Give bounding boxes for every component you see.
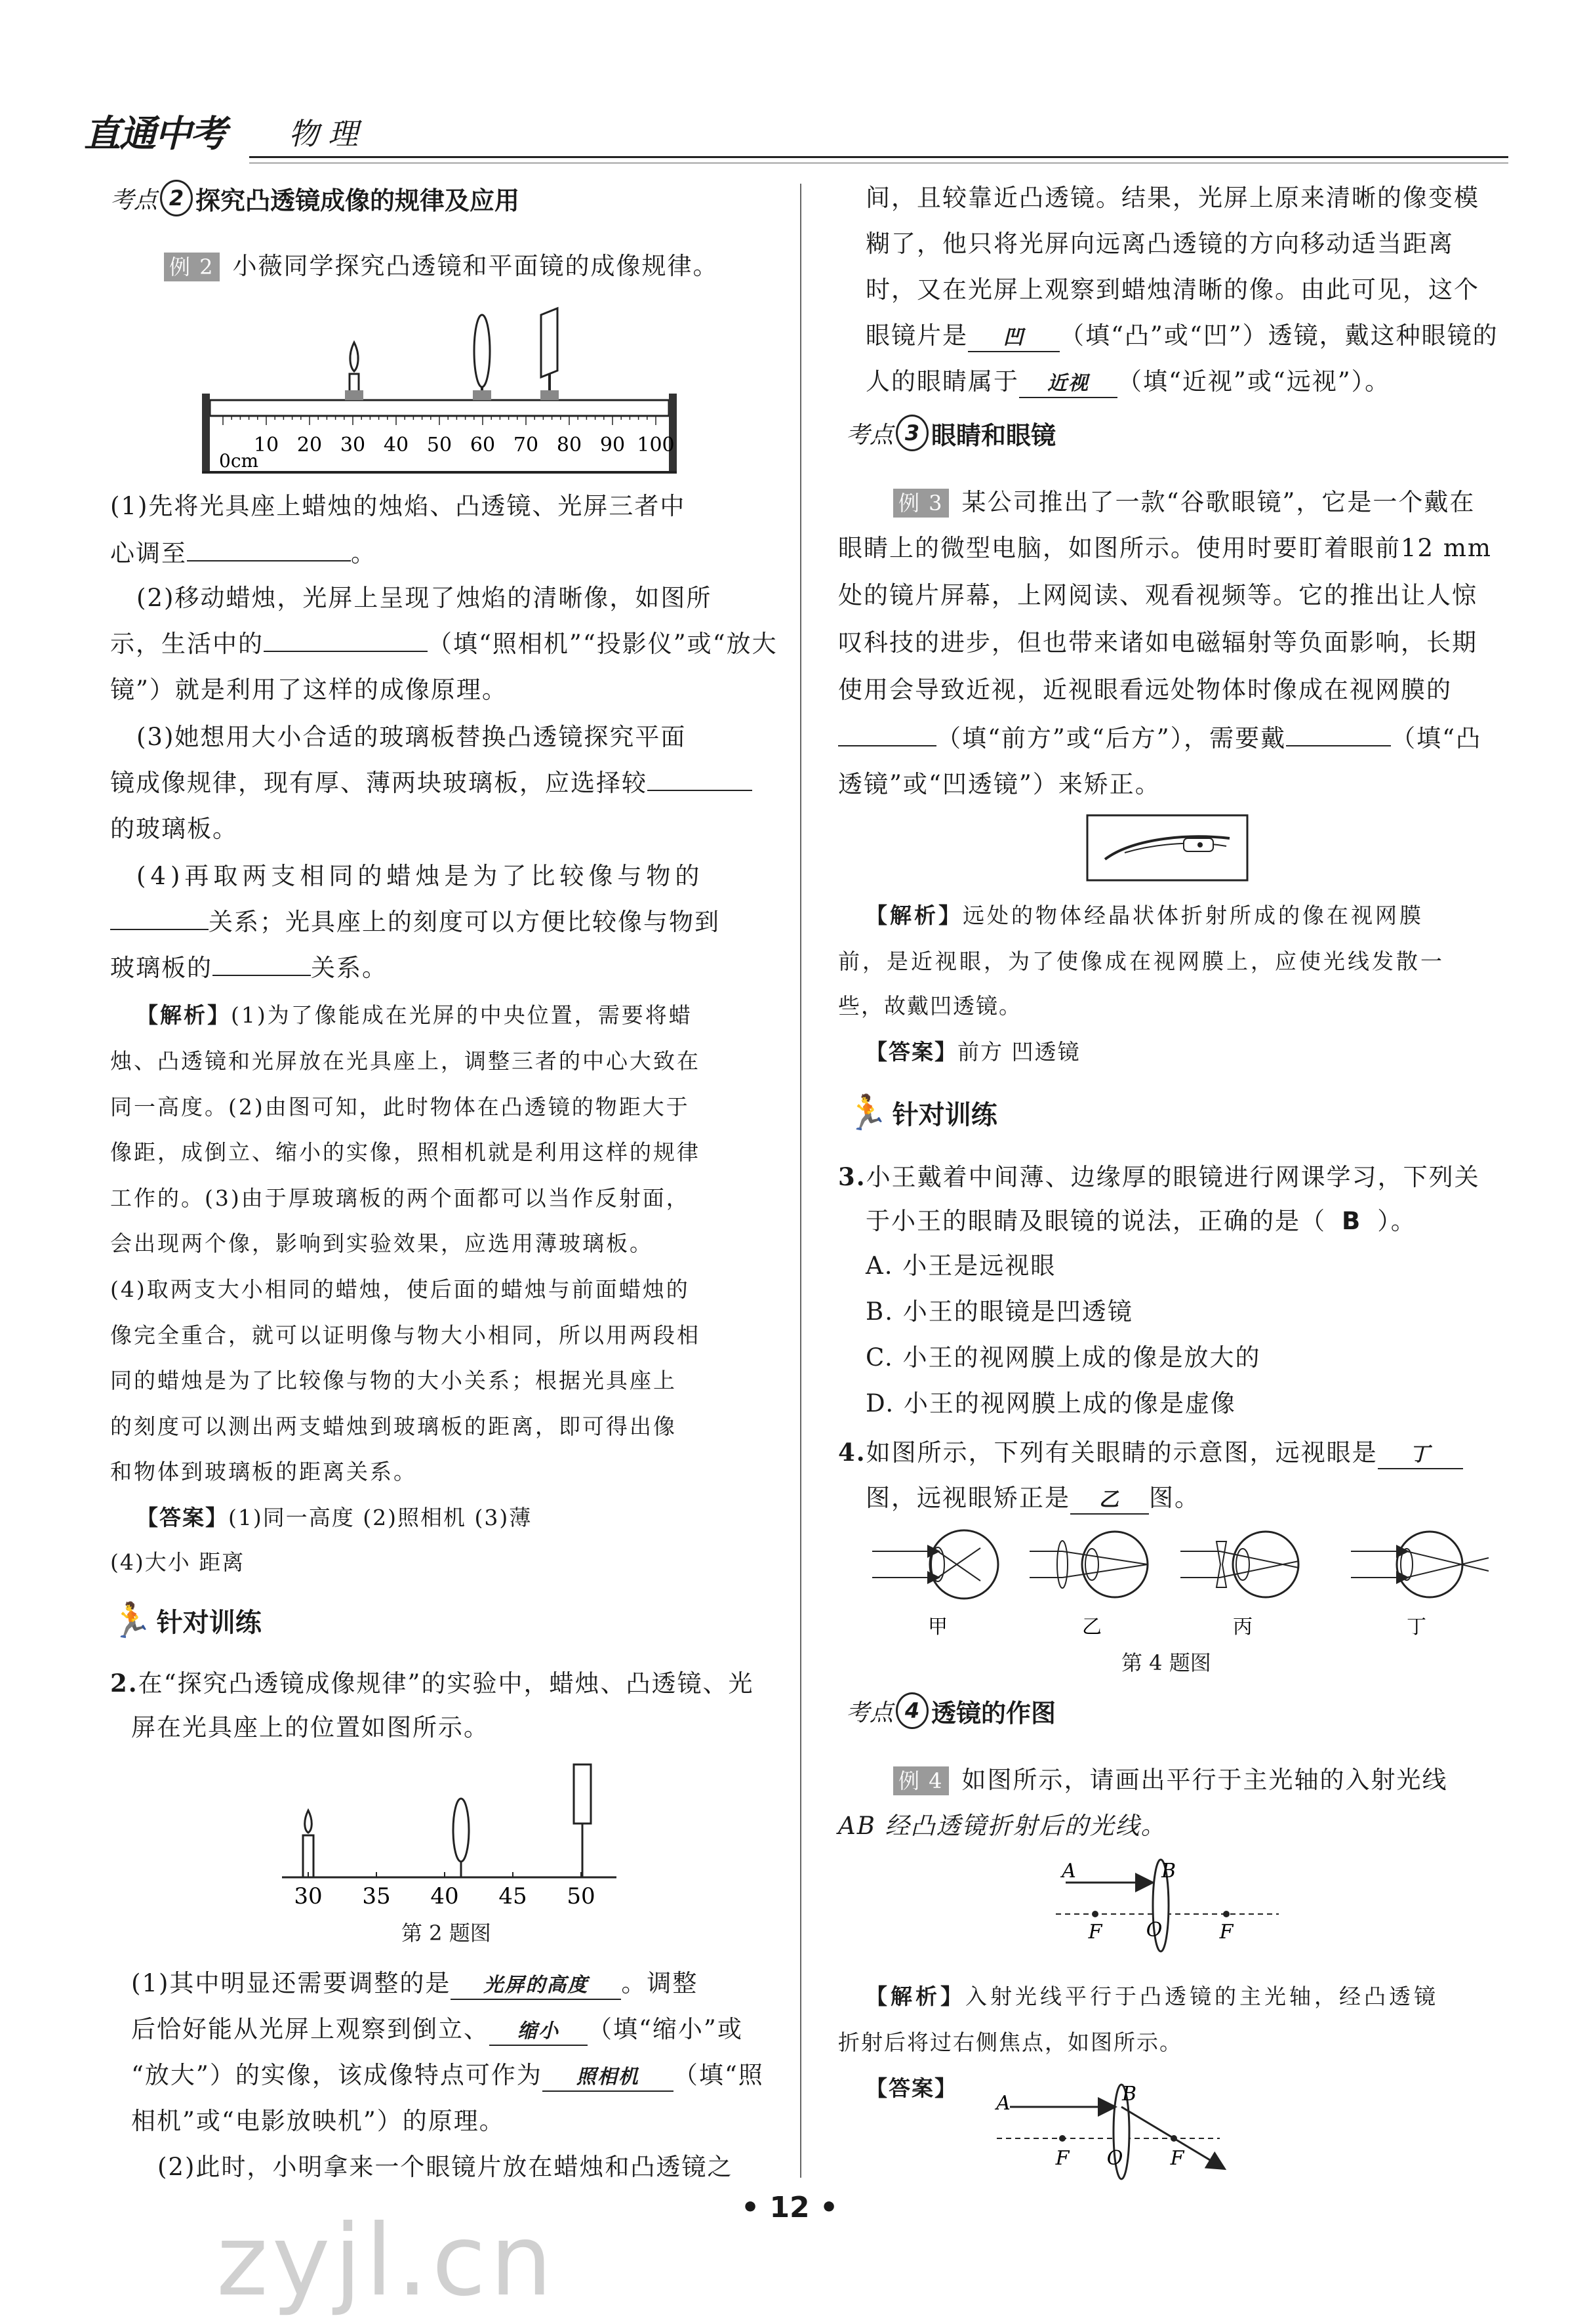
ex3-line7 xyxy=(838,769,1161,800)
ex4-line2 xyxy=(838,1810,1167,1842)
text: C. 小王的视网膜上成的像是放大的 xyxy=(866,1343,1261,1372)
eye-labels xyxy=(928,1616,1426,1639)
ex4-lens-figure xyxy=(1049,1856,1285,1955)
q4-line2 xyxy=(110,907,720,938)
p3-line1 xyxy=(838,1161,1480,1193)
cont-line5 xyxy=(866,366,1390,398)
text: (1)同一高度 (2)照相机 (3)薄 xyxy=(228,1505,532,1530)
text: 像完全重合，就可以证明像与物大小相同，所以用两段相 xyxy=(110,1322,700,1348)
bench-tick-label: 60 xyxy=(470,434,496,457)
answer4-lens-figure xyxy=(984,2079,1233,2184)
eye-diagrams xyxy=(866,1528,1495,1646)
answer-blank[interactable]: 丁 xyxy=(1378,1442,1463,1469)
answer-2-line2 xyxy=(110,1547,245,1578)
bench-rail xyxy=(210,400,669,416)
text-line xyxy=(866,1388,1236,1419)
problem-number: 2. xyxy=(110,1669,138,1698)
text: 时，又在光屏上观察到蜡烛清晰的像。由此可见，这个 xyxy=(866,275,1479,304)
analysis-3-line3 xyxy=(838,990,1022,1022)
text: 如图所示，下列有关眼睛的示意图，远视眼是 xyxy=(866,1438,1378,1467)
text: (2)移动蜡烛，光屏上呈现了烛焰的清晰像，如图所 xyxy=(136,584,712,612)
answer-3 xyxy=(866,1036,1081,1068)
problem-number: 3. xyxy=(838,1162,866,1191)
text-line xyxy=(110,1456,417,1488)
text: 关系。 xyxy=(311,954,388,982)
analysis-2 xyxy=(136,1000,693,1031)
text: 镜成像规律，现有厚、薄两块玻璃板，应选择较 xyxy=(110,769,647,797)
p4-caption: 第 4 题图 xyxy=(1121,1650,1211,1675)
text: 处的镜片屏幕，上网阅读、观看视频等。它的推出让人惊 xyxy=(838,581,1477,609)
runner-icon: 🏃 xyxy=(846,1093,889,1133)
q2-line1 xyxy=(136,582,712,614)
section-prefix: 考点 xyxy=(846,421,894,449)
problem-number: 4. xyxy=(838,1438,866,1467)
text: 叹科技的进步，但也带来诸如电磁辐射等负面影响，长期 xyxy=(838,628,1477,657)
eye-ding xyxy=(1351,1532,1489,1597)
analysis-label: 【解析】 xyxy=(866,1984,965,2009)
section-title: 透镜的作图 xyxy=(931,1698,1056,1728)
answer-label: 【答案】 xyxy=(866,2075,957,2101)
example-tag: 例 3 xyxy=(893,489,949,518)
cont-line1 xyxy=(866,182,1479,214)
eye-label: 丙 xyxy=(1233,1616,1253,1639)
text: 同一高度。(2)由图可知，此时物体在凸透镜的物距大于 xyxy=(110,1093,690,1120)
text-line xyxy=(866,1250,1056,1282)
answer4-label: O xyxy=(1106,2147,1123,2170)
q4-line3 xyxy=(110,952,388,984)
text: 后恰好能从光屏上观察到倒立、 xyxy=(131,2015,489,2043)
q3-line1 xyxy=(136,722,686,753)
text: （填“照相机”“投影仪”或“放大 xyxy=(428,630,778,658)
answer-label: 【答案】 xyxy=(136,1505,228,1530)
text-line xyxy=(110,1183,690,1214)
ex4-label: O xyxy=(1146,1919,1163,1942)
q2-line3 xyxy=(110,674,508,706)
bench-tick-label: 40 xyxy=(383,434,409,457)
p2-axis-label: 40 xyxy=(430,1883,459,1909)
text-line xyxy=(110,1228,653,1259)
header xyxy=(79,98,1508,171)
text: 关系；光具座上的刻度可以方便比较像与物到 xyxy=(209,908,720,936)
light-screen xyxy=(540,308,559,400)
q3-line3 xyxy=(110,813,238,845)
section-number: 2 xyxy=(160,180,193,216)
answer-blank[interactable] xyxy=(838,745,936,746)
column-divider xyxy=(800,184,801,2178)
text: (3)她想用大小合适的玻璃板替换凸透镜探究平面 xyxy=(136,723,687,751)
text: 。调整 xyxy=(621,1969,698,1997)
answer-blank[interactable]: 光屏的高度 xyxy=(451,1972,621,2000)
section-title: 探究凸透镜成像的规律及应用 xyxy=(195,186,520,215)
text: 和物体到玻璃板的距离关系。 xyxy=(110,1459,417,1485)
text: (1)先将光具座上蜡烛的烛焰、凸透镜、光屏三者中 xyxy=(110,492,686,520)
page-number: • 12 • xyxy=(741,2191,839,2224)
text: 同的蜡烛是为了比较像与物的大小关系；根据光具座上 xyxy=(110,1368,677,1394)
text: （填“前方”或“后方”），需要戴 xyxy=(936,724,1287,752)
answer4-labels xyxy=(994,2083,1184,2170)
ex3-line1 xyxy=(893,487,1475,518)
q1-line2 xyxy=(110,538,376,569)
brand-logo xyxy=(84,105,226,157)
text: （填“近视”或“远视”）。 xyxy=(1117,367,1391,396)
p2-caption: 第 2 题图 xyxy=(401,1921,491,1946)
bench-tick-label: 20 xyxy=(296,434,323,457)
optical-bench-figure xyxy=(190,295,689,479)
analysis-4-line2 xyxy=(838,2027,1182,2058)
text: 屏在光具座上的位置如图所示。 xyxy=(131,1713,489,1742)
section-prefix: 考点 xyxy=(846,1699,894,1726)
ex4-label: F xyxy=(1088,1921,1102,1944)
analysis-label: 【解析】 xyxy=(866,903,963,928)
text: 眼睛上的微型电脑，如图所示。使用时要盯着眼前12 mm xyxy=(838,534,1493,562)
text: 如图所示，请画出平行于主光轴的入射光线 xyxy=(961,1766,1448,1794)
choice-answer: B xyxy=(1342,1207,1362,1235)
text: 示，生活中的 xyxy=(110,630,264,658)
text: （填“照 xyxy=(673,2061,764,2089)
answer4-label: A xyxy=(996,2092,1011,2115)
text: D. 小王的视网膜上成的像是虚像 xyxy=(866,1389,1236,1417)
answer-2 xyxy=(136,1502,532,1534)
answer-blank[interactable]: 近视 xyxy=(1019,371,1117,398)
answer4-label: F xyxy=(1170,2147,1184,2170)
example-text: 小薇同学探究凸透镜和平面镜的成像规律。 xyxy=(232,252,719,280)
section-heading-3 xyxy=(846,415,1056,451)
header-rule xyxy=(249,156,1508,158)
answer-blank[interactable] xyxy=(212,975,311,976)
text-line xyxy=(110,1091,690,1123)
text: (4)取两支大小相同的蜡烛，使后面的蜡烛与前面蜡烛的 xyxy=(110,1276,690,1302)
cont-line4 xyxy=(866,320,1498,352)
text: 于小王的眼睛及眼镜的说法，正确的是（ xyxy=(866,1207,1326,1235)
ex4-line1 xyxy=(893,1764,1448,1796)
section-heading-2 xyxy=(110,180,519,216)
p4-line2 xyxy=(866,1482,1200,1515)
text: 折射后将过右侧焦点，如图所示。 xyxy=(838,2029,1182,2055)
p2-line1 xyxy=(110,1667,753,1700)
ex3-line6 xyxy=(838,723,1481,754)
eye-bing xyxy=(1180,1532,1298,1597)
p2q1-line4 xyxy=(131,2106,505,2137)
p2-screen xyxy=(574,1764,591,1877)
answer-blank[interactable] xyxy=(187,560,351,561)
analysis-3 xyxy=(866,900,1424,931)
section-prefix: 考点 xyxy=(110,186,158,214)
analysis-4 xyxy=(866,1981,1439,2012)
text-line xyxy=(866,1296,1133,1328)
cont-line2 xyxy=(866,228,1454,260)
q3-line2 xyxy=(110,767,752,799)
p2-axis-label: 45 xyxy=(498,1883,527,1909)
text: 间，且较靠近凸透镜。结果，光屏上原来清晰的像变模 xyxy=(866,184,1479,212)
training-title: 针对训练 xyxy=(156,1608,262,1638)
eye-label: 丁 xyxy=(1407,1616,1426,1639)
text-line xyxy=(866,1342,1261,1374)
section-number: 3 xyxy=(896,415,929,451)
answer-blank[interactable]: 照相机 xyxy=(542,2064,673,2092)
text-line xyxy=(838,580,1477,611)
text-line xyxy=(110,1274,690,1305)
text: “放大”）的实像，该成像特点可作为 xyxy=(131,2061,542,2089)
p2q1-line3 xyxy=(131,2060,764,2092)
text: AB 经凸透镜折射后的光线。 xyxy=(838,1812,1167,1840)
answer-4 xyxy=(866,2073,957,2104)
text-line xyxy=(110,1046,700,1077)
text: 玻璃板的 xyxy=(110,954,212,982)
text: (1)为了像能成在光屏的中央位置，需要将蜡 xyxy=(231,1002,693,1028)
text: B. 小王的眼镜是凹透镜 xyxy=(866,1297,1133,1326)
google-glass-figure xyxy=(1085,813,1249,882)
eye-jia xyxy=(872,1530,998,1599)
answer-label: 【答案】 xyxy=(866,1039,957,1065)
text-line xyxy=(838,533,1492,564)
p2-candle xyxy=(303,1810,313,1877)
text: 。 xyxy=(351,539,376,567)
text: 心调至 xyxy=(110,539,187,567)
eye-label: 甲 xyxy=(928,1616,948,1639)
p2-axis-label: 35 xyxy=(362,1883,391,1909)
section-title: 眼睛和眼镜 xyxy=(931,420,1056,450)
eye-yi xyxy=(1030,1532,1148,1597)
answer-blank[interactable]: 缩小 xyxy=(489,2018,588,2046)
text: （填“凸 xyxy=(1391,724,1482,752)
answer-blank[interactable] xyxy=(647,790,752,791)
bench-tick-label: 90 xyxy=(599,434,626,457)
example-tag: 例 4 xyxy=(893,1766,949,1795)
analysis-3-line2 xyxy=(838,946,1445,977)
bench-scale xyxy=(223,416,675,457)
bench-tick-label: 10 xyxy=(253,434,279,457)
p2-figure xyxy=(275,1758,623,1909)
text-line xyxy=(110,1411,677,1442)
bench-tick-label: 50 xyxy=(426,434,452,457)
training-heading-right xyxy=(846,1093,997,1133)
text: 前，是近视眼，为了使像成在视网膜上，应使光线发散一 xyxy=(838,948,1445,974)
p2-axis-label: 30 xyxy=(294,1883,323,1909)
text: 图，远视眼矫正是 xyxy=(866,1484,1070,1512)
text: 烛、凸透镜和光屏放在光具座上，调整三者的中心大致在 xyxy=(110,1048,700,1074)
q2-line2 xyxy=(110,628,778,660)
convex-lens xyxy=(473,315,491,400)
text-line xyxy=(838,674,1452,706)
answer-blank[interactable] xyxy=(110,929,209,930)
p3-line2 xyxy=(866,1206,1416,1237)
text: 糊了，他只将光屏向远离凸透镜的方向移动适当距离 xyxy=(866,230,1454,258)
text: 会出现两个像，影响到实验效果，应选用薄玻璃板。 xyxy=(110,1231,653,1257)
text: 透镜”或“凹透镜”）来矫正。 xyxy=(838,770,1161,798)
ex4-label: F xyxy=(1219,1921,1234,1944)
text: 远处的物体经晶状体折射所成的像在视网膜 xyxy=(963,903,1424,928)
cont-line3 xyxy=(866,274,1479,306)
text: ）。 xyxy=(1377,1207,1416,1235)
p2-lens xyxy=(453,1799,469,1877)
q4-line1 xyxy=(136,861,704,892)
text: (4)再取两支相同的蜡烛是为了比较像与物的 xyxy=(136,862,704,890)
ex4-labels xyxy=(1060,1860,1234,1944)
text: 眼镜片是 xyxy=(866,321,968,350)
analysis-label: 【解析】 xyxy=(136,1002,231,1028)
answer-blank[interactable] xyxy=(1286,745,1391,746)
answer4-label: B xyxy=(1121,2083,1137,2106)
example-tag: 例 2 xyxy=(164,253,220,281)
p2-axis-label: 50 xyxy=(567,1883,595,1909)
section-heading-4 xyxy=(846,1692,1056,1729)
training-title: 针对训练 xyxy=(892,1100,997,1130)
text-line xyxy=(838,627,1477,659)
ex4-label: B xyxy=(1161,1860,1176,1883)
bench-zero-label: 0cm xyxy=(219,450,259,472)
p2q2-line1 xyxy=(157,2151,733,2183)
text: 某公司推出了一款“谷歌眼镜”，它是一个戴在 xyxy=(961,488,1476,516)
text: (4)大小 距离 xyxy=(110,1549,245,1575)
text: （填“缩小”或 xyxy=(588,2015,743,2043)
text: 前方 凹透镜 xyxy=(957,1039,1081,1065)
p4-line1 xyxy=(838,1437,1463,1469)
text: 的玻璃板。 xyxy=(110,815,238,843)
ex4-label: A xyxy=(1062,1860,1076,1883)
text: 小王戴着中间薄、边缘厚的眼镜进行网课学习，下列关 xyxy=(866,1163,1480,1191)
bench-left-post xyxy=(202,394,210,472)
text: 像距，成倒立、缩小的实像，照相机就是利用这样的规律 xyxy=(110,1139,700,1166)
bench-tick-label: 100 xyxy=(637,434,675,457)
text: 在“探究凸透镜成像规律”的实验中，蜡烛、凸透镜、光 xyxy=(138,1669,754,1698)
text-line xyxy=(110,1365,677,1396)
text: A. 小王是远视眼 xyxy=(866,1252,1056,1280)
p2q1-line2 xyxy=(131,2014,743,2046)
text-line xyxy=(110,1137,700,1168)
q1-line1 xyxy=(110,491,779,522)
bench-tick-label: 70 xyxy=(513,434,539,457)
text: 相机”或“电影放映机”）的原理。 xyxy=(131,2107,505,2135)
subject-title: 物理 xyxy=(289,116,367,152)
text: （填“凸”或“凹”）透镜，戴这种眼镜的 xyxy=(1060,321,1498,350)
text: (1)其中明显还需要调整的是 xyxy=(131,1969,451,1997)
answer-blank[interactable]: 凹 xyxy=(968,325,1060,352)
text: 工作的。(3)由于厚玻璃板的两个面都可以当作反射面， xyxy=(110,1185,690,1211)
runner-icon: 🏃 xyxy=(110,1601,153,1641)
answer-blank[interactable] xyxy=(264,651,428,652)
bench-tick-label: 30 xyxy=(340,434,366,457)
answer4-label: F xyxy=(1055,2147,1070,2170)
brand-text: 直通中考 xyxy=(84,113,226,155)
section-number: 4 xyxy=(896,1692,929,1729)
training-heading-left xyxy=(110,1600,262,1641)
bench-tick-label: 80 xyxy=(556,434,582,457)
example-2 xyxy=(164,251,719,282)
text: 的刻度可以测出两支蜡烛到玻璃板的距离，即可得出像 xyxy=(110,1413,677,1439)
candle xyxy=(345,342,363,400)
watermark: zyjl.cn xyxy=(216,2204,557,2318)
text: 人的眼睛属于 xyxy=(866,367,1019,396)
text: 些，故戴凹透镜。 xyxy=(838,993,1022,1019)
bench-right-post xyxy=(669,394,677,472)
text: (2)此时，小明拿来一个眼镜片放在蜡烛和凸透镜之 xyxy=(157,2153,733,2181)
text: 入射光线平行于凸透镜的主光轴，经凸透镜 xyxy=(965,1984,1439,2009)
p2q1-line1 xyxy=(131,1968,698,2000)
text: 镜”）就是利用了这样的成像原理。 xyxy=(110,676,508,704)
text: 使用会导致近视，近视眼看远处物体时像成在视网膜的 xyxy=(838,676,1452,704)
text-line xyxy=(110,1320,700,1351)
answer-blank[interactable]: 乙 xyxy=(1070,1487,1149,1515)
eye-label: 乙 xyxy=(1082,1616,1102,1639)
text: 图。 xyxy=(1149,1484,1200,1512)
p2-line2 xyxy=(131,1712,489,1743)
